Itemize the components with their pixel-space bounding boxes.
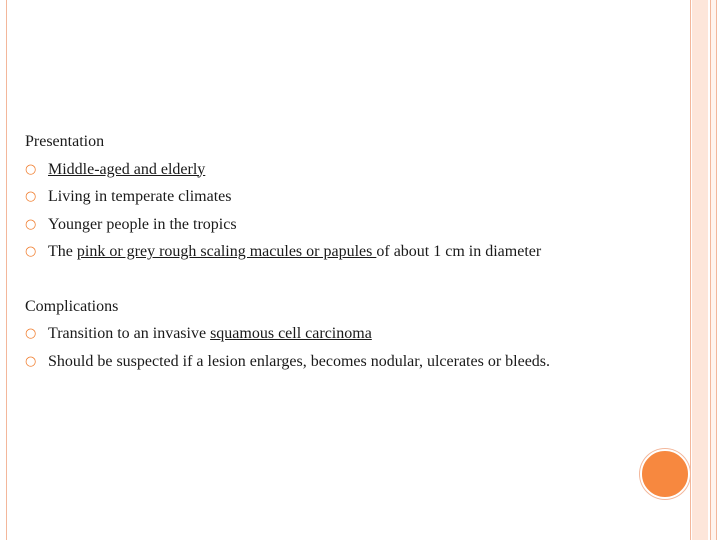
bullet-text-pre: The — [48, 243, 77, 260]
bullet-text-underlined: squamous cell carcinoma — [210, 325, 372, 342]
bullet-text-underlined: Middle-aged and elderly — [48, 160, 206, 178]
bullet-text-pre: Living in temperate climates — [48, 188, 232, 205]
bullet-text-pre: Should be suspected if a lesion enlarges, becomes nodular, ulcerates or bleeds. — [48, 352, 551, 370]
slide-content — [25, 128, 675, 375]
bullet-text-pre: Transition to an invasive — [48, 325, 211, 342]
slide-frame-right-line — [690, 0, 691, 540]
slide-frame-left — [0, 0, 7, 540]
bullet-icon: ○ — [25, 161, 37, 177]
presentation-bullet-list — [25, 156, 675, 266]
slide-frame-right-band — [692, 0, 708, 540]
list-item — [25, 348, 675, 376]
bullet-text-underlined: pink or grey rough scaling macules or papules — [76, 243, 377, 260]
slide-frame-right-line — [716, 0, 717, 540]
bullet-text-pre: Younger people in the tropics — [48, 215, 237, 233]
section-heading-complications: Complications — [25, 297, 119, 315]
bullet-icon: ○ — [25, 244, 37, 259]
list-item — [25, 183, 675, 211]
list-item — [25, 156, 675, 184]
decorative-circle — [640, 449, 690, 499]
list-item — [25, 238, 675, 266]
bullet-icon: ○ — [25, 216, 37, 232]
bullet-icon: ○ — [25, 326, 37, 341]
list-item — [25, 211, 675, 239]
list-item — [25, 320, 675, 348]
section-heading-presentation: Presentation — [25, 133, 105, 150]
bullet-icon: ○ — [25, 189, 37, 204]
section-spacer — [25, 266, 675, 293]
complications-bullet-list — [25, 320, 675, 375]
bullet-text-post: of about 1 cm in diameter — [376, 243, 542, 260]
bullet-icon: ○ — [25, 353, 37, 369]
